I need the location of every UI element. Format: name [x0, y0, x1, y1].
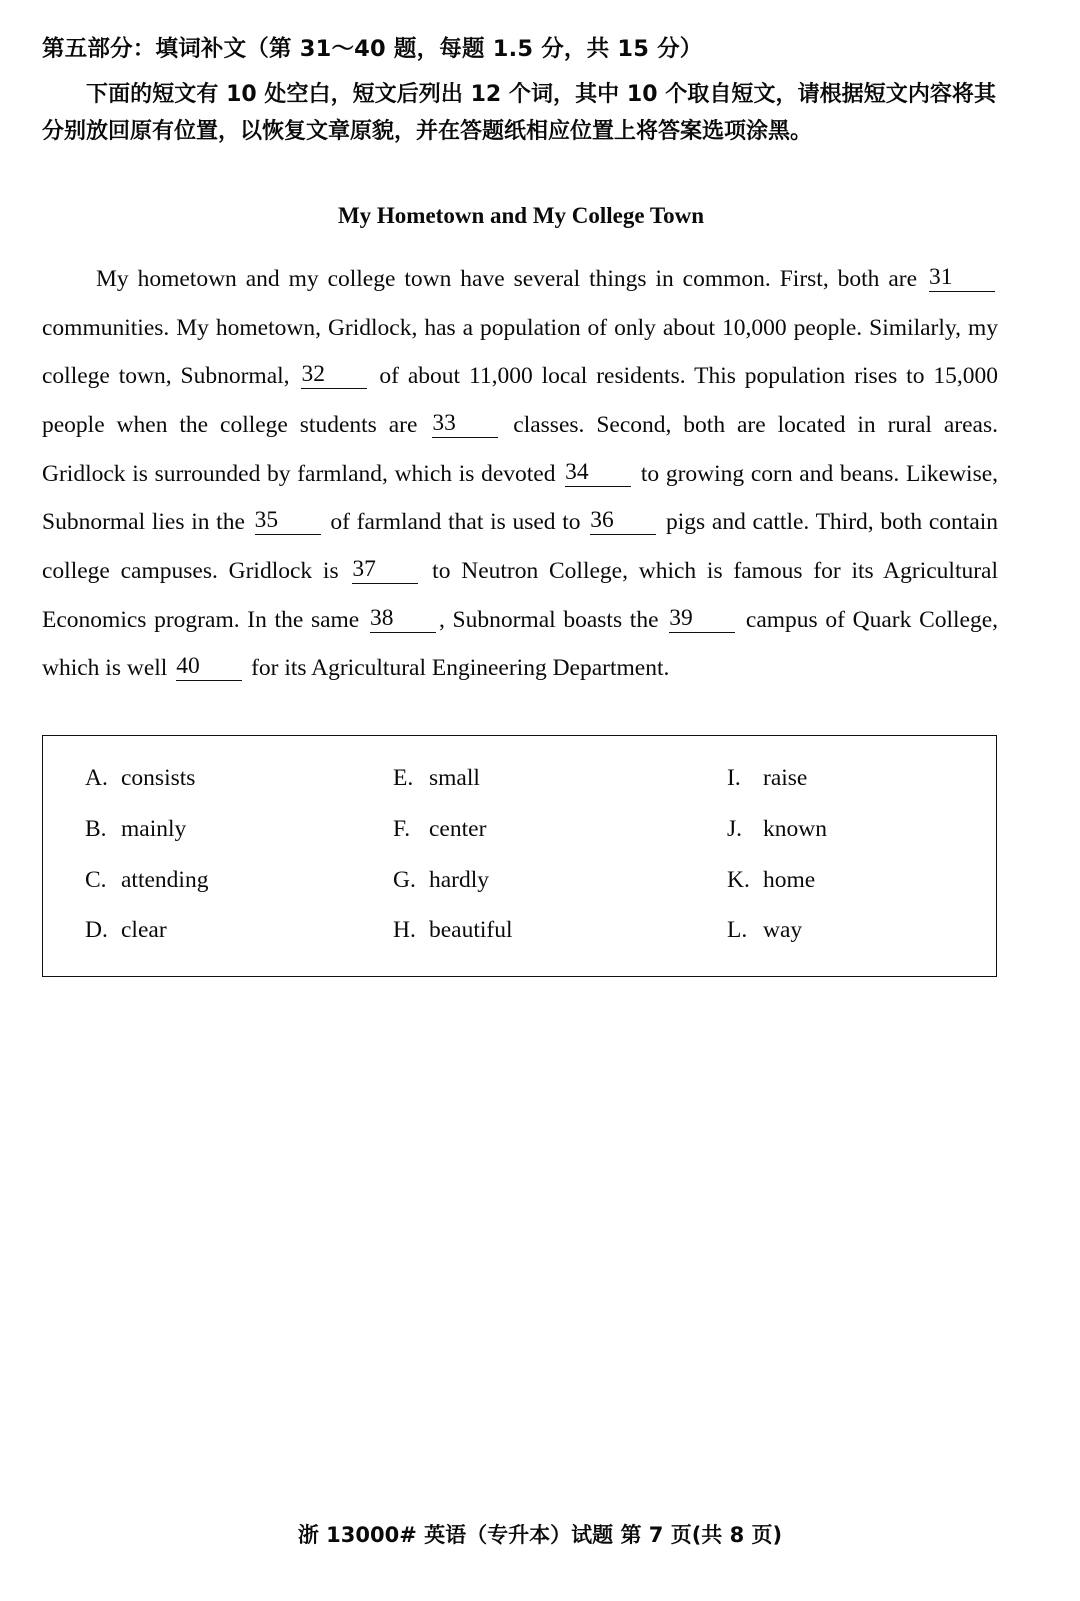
- option-word: hardly: [429, 866, 490, 893]
- passage-text-7: pigs and cattle. Third, both contain college campuses. Gridlock is: [42, 509, 999, 584]
- section-heading: 第五部分：填词补文（第 31～40 题，每题 1.5 分，共 15 分）: [42, 36, 703, 62]
- option-word: beautiful: [429, 917, 513, 944]
- blank-32[interactable]: 32: [301, 361, 367, 389]
- passage-title: My Hometown and My College Town: [337, 203, 705, 229]
- options-box: [42, 735, 997, 977]
- option-g[interactable]: [363, 860, 683, 902]
- page-footer: 浙 13000# 英语（专升本）试题 第 7 页(共 8 页): [297, 1523, 783, 1547]
- option-word: known: [763, 815, 827, 842]
- option-b[interactable]: [43, 809, 363, 851]
- option-word: attending: [121, 866, 209, 893]
- option-e[interactable]: [363, 758, 683, 800]
- option-h[interactable]: [363, 910, 683, 952]
- option-letter: E.: [393, 764, 414, 791]
- option-word: mainly: [121, 815, 187, 842]
- blank-34[interactable]: 34: [565, 459, 631, 487]
- option-c[interactable]: [43, 860, 363, 902]
- blank-40[interactable]: 40: [176, 653, 242, 681]
- option-i[interactable]: [683, 758, 983, 800]
- option-a[interactable]: [43, 758, 363, 800]
- option-letter: D.: [85, 917, 108, 944]
- blank-39[interactable]: 39: [669, 605, 735, 633]
- option-letter: H.: [393, 917, 416, 944]
- blank-33[interactable]: 33: [432, 410, 498, 438]
- options-row: [43, 910, 996, 952]
- option-k[interactable]: [683, 860, 983, 902]
- option-letter: I.: [727, 764, 741, 791]
- option-letter: K.: [727, 866, 750, 893]
- option-letter: C.: [85, 866, 107, 893]
- option-f[interactable]: [363, 809, 683, 851]
- blank-38[interactable]: 38: [370, 605, 436, 633]
- options-row: [43, 860, 996, 902]
- passage-text-5: to growing corn and beans. Likewise, Subnormal lies in the: [42, 460, 999, 536]
- option-d[interactable]: [43, 910, 363, 952]
- blank-31[interactable]: 31: [929, 264, 995, 292]
- passage-body: [42, 255, 1000, 693]
- option-letter: B.: [85, 815, 107, 842]
- passage-text-11: for its Agricultural Engineering Department.: [251, 655, 670, 682]
- option-word: small: [429, 764, 480, 791]
- passage-text-9: , Subnormal boasts the: [438, 606, 659, 633]
- option-letter: J.: [727, 815, 743, 842]
- blank-35[interactable]: 35: [255, 507, 321, 535]
- section-instructions: [42, 76, 1000, 152]
- blank-36[interactable]: 36: [590, 507, 656, 535]
- passage-text-8: to Neutron College, which is famous for its Agricultural Economics program. In the same: [42, 558, 999, 633]
- passage-text-4: classes. Second, both are located in rural areas. Gridlock is surrounded by farmland, which is devoted: [42, 412, 998, 487]
- passage-text-2: communities. My hometown, Gridlock, has a population of only about 10,000 people. Similarly, my college town, Subnormal,: [42, 314, 998, 390]
- option-word: way: [763, 917, 803, 944]
- option-word: center: [429, 815, 487, 842]
- options-row: [43, 758, 996, 800]
- options-row: [43, 809, 996, 851]
- option-letter: G.: [393, 866, 416, 893]
- blank-37[interactable]: 37: [352, 556, 418, 584]
- passage-text-1: My hometown and my college town have several things in common. First, both are: [96, 266, 918, 293]
- instructions-text: 下面的短文有 10 处空白，短文后列出 12 个词，其中 10 个取自短文，请根据短文内容将其分别放回原有位置，以恢复文章原貌，并在答题纸相应位置上将答案选项涂黑。: [42, 81, 996, 145]
- option-word: consists: [121, 764, 196, 791]
- option-word: clear: [121, 917, 167, 944]
- option-letter: L.: [727, 917, 748, 944]
- option-letter: A.: [85, 764, 108, 791]
- option-l[interactable]: [683, 910, 983, 952]
- passage-text-10: campus of Quark College, which is well: [42, 606, 999, 682]
- passage-text-6: of farmland that is used to: [330, 509, 581, 536]
- option-word: home: [763, 866, 816, 893]
- option-letter: F.: [393, 815, 411, 842]
- option-j[interactable]: [683, 809, 983, 851]
- option-word: raise: [763, 764, 808, 791]
- passage-text-3: of about 11,000 local residents. This population rises to 15,000 people when the college students are: [42, 363, 998, 439]
